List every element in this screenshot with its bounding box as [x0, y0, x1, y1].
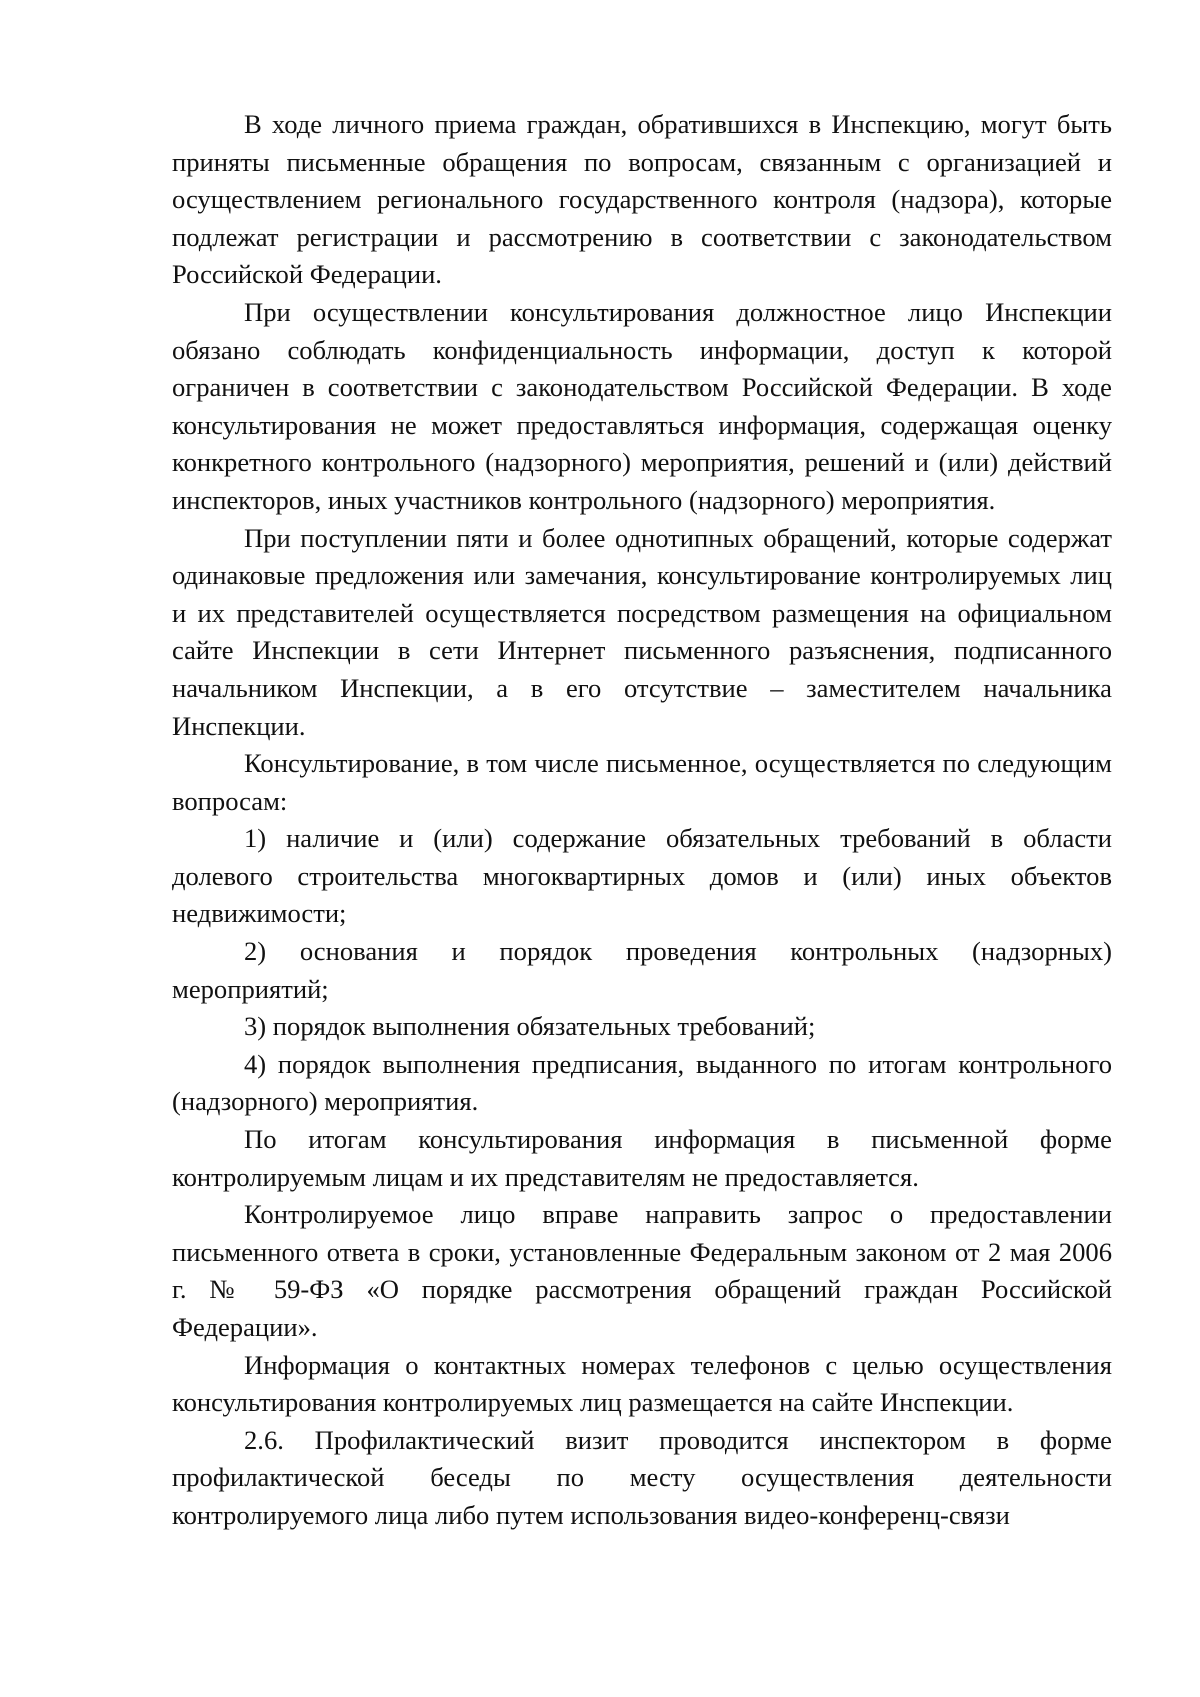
paragraph-written-request: Контролируемое лицо вправе направить запрос о предоставлении письменного ответа в сроки, установленные Федеральным законом от 2 мая 2006 г. № 59-ФЗ «О порядке рассмотрения обращений граждан Российской Федерации».: [172, 1199, 1112, 1342]
list-item-2: 2) основания и порядок проведения контрольных (надзорных) мероприятий;: [172, 936, 1112, 1004]
paragraph-consulting-topics: Консультирование, в том числе письменное, осуществляется по следующим вопросам:: [172, 748, 1112, 816]
document-page: [172, 106, 1112, 1535]
paragraph-confidentiality: При осуществлении консультирования должностное лицо Инспекции обязано соблюдать конфиденциальность информации, доступ к которой ограничен в соответствии с законодательством Российской Федерации. В ходе консультирования не может предоставляться информация, содержащая оценку конкретного контрольного (надзорного) мероприятия, решений и (или) действий инспекторов, иных участников контрольного (надзорного) мероприятия.: [172, 296, 1112, 515]
paragraph-personal-reception: В ходе личного приема граждан, обратившихся в Инспекцию, могут быть приняты письменные обращения по вопросам, связанным с организацией и осуществлением регионального государственного контроля (надзора), которые подлежат регистрации и рассмотрению в соответствии с законодательством Российской Федерации.: [172, 109, 1112, 290]
list-item-1: 1) наличие и (или) содержание обязательных требований в области долевого строительства многоквартирных домов и (или) иных объектов недвижимости;: [172, 823, 1112, 929]
paragraph-preventive-visit: 2.6. Профилактический визит проводится инспектором в форме профилактической беседы по месту осуществления деятельности контролируемого лица либо путем использования видео-конференц-связи: [172, 1424, 1112, 1530]
list-item-3: 3) порядок выполнения обязательных требований;: [244, 1011, 816, 1042]
paragraph-similar-appeals: При поступлении пяти и более однотипных обращений, которые содержат одинаковые предложения или замечания, консультирование контролируемых лиц и их представителей осуществляется посредством размещения на официальном сайте Инспекции в сети Интернет письменного разъяснения, подписанного начальником Инспекции, а в его отсутствие – заместителем начальника Инспекции.: [172, 522, 1112, 741]
paragraph-no-written-info: По итогам консультирования информация в письменной форме контролируемым лицам и их представителям не предоставляется.: [172, 1124, 1112, 1192]
paragraph-contact-info: Информация о контактных номерах телефонов с целью осуществления консультирования контролируемых лиц размещается на сайте Инспекции.: [172, 1349, 1112, 1418]
list-item-4: 4) порядок выполнения предписания, выданного по итогам контрольного (надзорного) мероприятия.: [172, 1048, 1112, 1117]
